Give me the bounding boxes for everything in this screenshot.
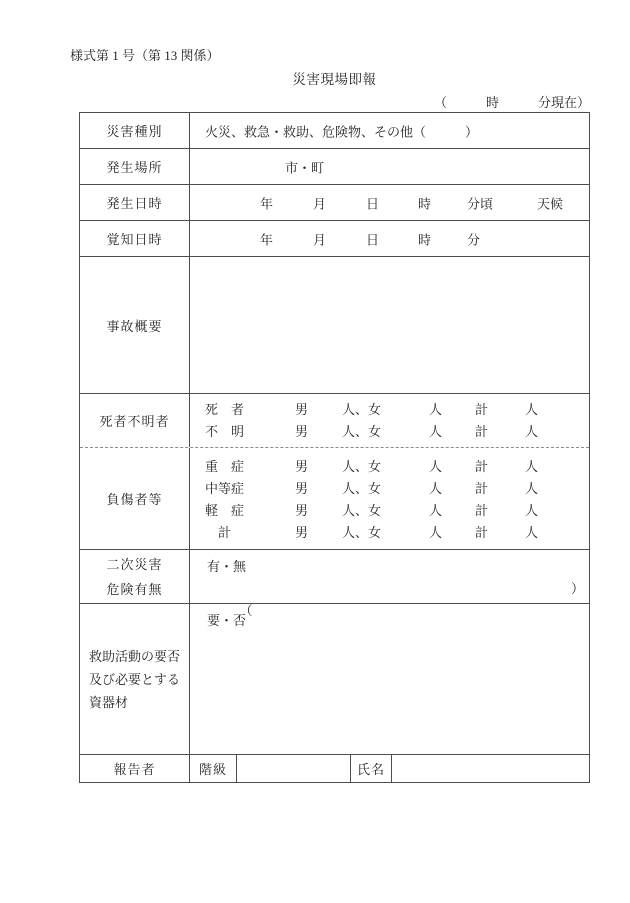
moderate-male-unit: 男: [295, 481, 309, 496]
minor-total-unit: 人: [525, 503, 539, 518]
severe-total-label: 計: [475, 459, 489, 474]
occurred-weather-label: 天候: [537, 196, 564, 211]
noticed-hour-unit: 時: [418, 232, 432, 247]
occurred-day-unit: 日: [366, 196, 380, 211]
injured-total-person-unit: 人: [429, 525, 443, 540]
page-title: 災害現場即報: [292, 72, 377, 87]
row-location: [80, 148, 589, 184]
minor-male-unit: 男: [295, 503, 309, 518]
secondary-hazard-label-line2: 危険有無: [106, 581, 163, 597]
rescue-need-label-line1: 救助活動の要否: [89, 648, 181, 664]
noticed-label: 覚知日時: [80, 221, 190, 256]
injured-label: 負傷者等: [80, 448, 190, 549]
moderate-line: [190, 478, 589, 500]
minor-female-unit: 人、女: [342, 503, 382, 518]
severe-line: [190, 456, 589, 478]
moderate-row-label: 中等症: [205, 481, 245, 496]
noticed-month-unit: 月: [313, 232, 327, 247]
missing-total-unit: 人: [525, 424, 539, 439]
secondary-hazard-cell: [190, 550, 589, 618]
disaster-type-label: 災害種別: [80, 113, 190, 148]
location-label: 発生場所: [80, 149, 190, 184]
dead-line: [190, 399, 589, 421]
missing-male-unit: 男: [295, 424, 309, 439]
form-number: 様式第 1 号（第 13 関係）: [70, 48, 220, 63]
rescue-need-cell: [190, 604, 589, 754]
noticed-year-unit: 年: [260, 232, 274, 247]
accident-summary-cell: [190, 257, 589, 393]
severe-male-unit: 男: [295, 459, 309, 474]
row-rescue-need: [80, 603, 589, 754]
rescue-need-choice: 要・否: [207, 613, 247, 628]
injured-total-line: [190, 522, 589, 544]
injured-total-total-label: 計: [475, 525, 489, 540]
dead-total-unit: 人: [525, 402, 539, 417]
dead-female-unit: 人、女: [342, 402, 382, 417]
row-secondary-hazard: [80, 549, 589, 618]
noticed-minute-unit: 分: [467, 232, 481, 247]
secondary-hazard-choice: 有・無: [207, 559, 247, 574]
rescue-need-label-line3: 資器材: [89, 694, 129, 710]
accident-summary-label: 事故概要: [80, 257, 190, 393]
injured-total-male-unit: 男: [295, 525, 309, 540]
paren-close: ）: [570, 581, 584, 596]
location-value: 市・町: [285, 160, 325, 175]
dead-person-unit: 人: [429, 402, 443, 417]
missing-total-label: 計: [475, 424, 489, 439]
row-reporter: [80, 754, 589, 782]
rescue-need-label-line2: 及び必要とする: [89, 671, 181, 687]
injured-total-total-unit: 人: [525, 525, 539, 540]
secondary-hazard-label: [80, 550, 190, 603]
secondary-hazard-label-line1: 二次災害: [106, 556, 163, 572]
severe-total-unit: 人: [525, 459, 539, 474]
rescue-need-label: [80, 604, 190, 754]
missing-person-unit: 人: [429, 424, 443, 439]
reporter-rank-value: [237, 755, 351, 782]
report-time-note: （ 時 分現在）: [433, 95, 590, 110]
injured-cell: [190, 448, 589, 549]
minor-person-unit: 人: [429, 503, 443, 518]
row-occurred-datetime: [80, 184, 589, 220]
injured-total-row-label: 計: [205, 525, 232, 540]
occurred-cell: [190, 185, 589, 220]
row-disaster-type: [80, 113, 589, 148]
row-accident-summary: [80, 256, 589, 393]
reporter-rank-label: 階級: [190, 755, 237, 782]
moderate-total-label: 計: [475, 481, 489, 496]
missing-line: [190, 421, 589, 443]
moderate-female-unit: 人、女: [342, 481, 382, 496]
paren-open: （: [239, 603, 253, 618]
missing-female-unit: 人、女: [342, 424, 382, 439]
minor-line: [190, 500, 589, 522]
location-cell: [190, 149, 589, 184]
reporter-name-label: 氏名: [351, 755, 392, 782]
severe-female-unit: 人、女: [342, 459, 382, 474]
occurred-year-unit: 年: [260, 196, 274, 211]
row-dead-missing: [80, 393, 589, 447]
report-table: [79, 112, 590, 783]
reporter-label: 報告者: [80, 755, 190, 782]
reporter-name-value: [392, 755, 589, 782]
secondary-hazard-detail-line: [190, 578, 589, 618]
severe-row-label: 重 症: [205, 459, 245, 474]
dead-total-label: 計: [475, 402, 489, 417]
minor-total-label: 計: [475, 503, 489, 518]
injured-total-female-unit: 人、女: [342, 525, 382, 540]
noticed-cell: [190, 221, 589, 256]
dead-missing-label: 死者不明者: [80, 394, 190, 447]
row-noticed-datetime: [80, 220, 589, 256]
moderate-person-unit: 人: [429, 481, 443, 496]
occurred-label: 発生日時: [80, 185, 190, 220]
severe-person-unit: 人: [429, 459, 443, 474]
noticed-day-unit: 日: [366, 232, 380, 247]
minor-row-label: 軽 症: [205, 503, 245, 518]
row-injured: [80, 447, 589, 549]
missing-row-label: 不 明: [205, 424, 245, 439]
dead-missing-cell: [190, 394, 589, 447]
moderate-total-unit: 人: [525, 481, 539, 496]
disaster-type-cell: [190, 113, 589, 148]
dead-row-label: 死 者: [205, 402, 245, 417]
disaster-type-options: 火災、救急・救助、危険物、その他（ ）: [205, 124, 479, 139]
occurred-hour-unit: 時: [418, 196, 432, 211]
occurred-minute-unit: 分頃: [467, 196, 494, 211]
dead-male-unit: 男: [295, 402, 309, 417]
occurred-month-unit: 月: [313, 196, 327, 211]
